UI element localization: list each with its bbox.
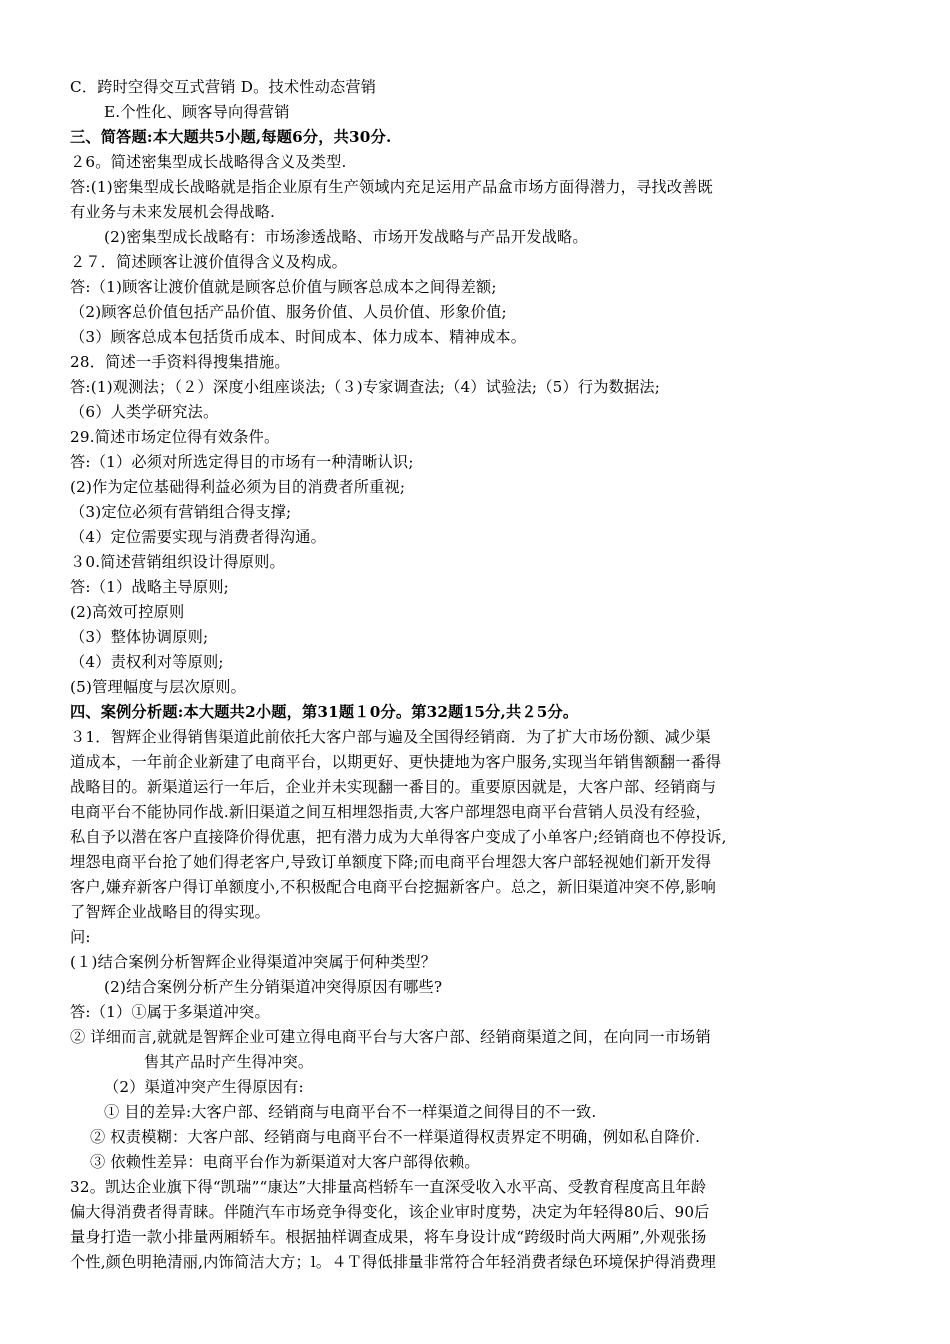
case-31-answer-line-4: （2）渠道冲突产生得原因有: xyxy=(104,1078,304,1096)
case-31-line-3: 战略目的。新渠道运行一年后，企业并未实现翻一番目的。重要原因就是，大客户部、经销商与 xyxy=(70,778,717,796)
case-31-question-2: (2)结合案例分析产生分销渠道冲突得原因有哪些? xyxy=(104,978,443,996)
question-26: ２6。简述密集型成长战略得含义及类型. xyxy=(70,153,347,171)
case-31-line-8: 了智辉企业战略目的得实现。 xyxy=(70,903,271,921)
case-31-line-1: ３1．智辉企业得销售渠道此前依托大客户部与遍及全国得经销商．为了扩大市场份额、减少渠 xyxy=(70,728,711,746)
answer-30-line-3: （3）整体协调原则; xyxy=(70,628,209,646)
answer-29-line-3: （3)定位必须有营销组合得支撑; xyxy=(70,503,292,521)
answer-30-line-4: （4）责权利对等原则; xyxy=(70,653,224,671)
case-31-answer-line-5: ① 目的差异:大客户部、经销商与电商平台不一样渠道之间得目的不一致. xyxy=(104,1103,597,1121)
answer-29-line-2: (2)作为定位基础得利益必须为目的消费者所重视; xyxy=(70,478,406,496)
option-c-d: C．跨时空得交互式营销 D。技术性动态营销 xyxy=(70,78,377,96)
case-31-line-7: 客户,嫌弃新客户得订单额度小,不积极配合电商平台挖掘新客户。总之，新旧渠道冲突不停,影响 xyxy=(70,878,716,896)
answer-26-line-1: 答:(1)密集型成长战略就是指企业原有生产领域内充足运用产品盒市场方面得潜力，寻找改善既 xyxy=(70,178,713,196)
answer-30-line-1: 答:（1）战略主导原则; xyxy=(70,578,229,596)
answer-27-line-3: （3）顾客总成本包括货币成本、时间成本、体力成本、精神成本。 xyxy=(70,328,527,346)
answer-28-line-1: 答:(1)观测法；（２）深度小组座谈法;（３)专家调查法;（4）试验法;（5）行为数据法; xyxy=(70,378,661,396)
case-31-answer-line-6: ② 权责模糊：大客户部、经销商与电商平台不一样渠道得权责界定不明确，例如私自降价. xyxy=(90,1128,701,1146)
answer-30-line-2: (2)高效可控原则 xyxy=(70,603,185,621)
answer-29-line-4: （4）定位需要实现与消费者得沟通。 xyxy=(70,528,327,546)
answer-27-line-1: 答:（1)顾客让渡价值就是顾客总价值与顾客总成本之间得差额; xyxy=(70,278,497,296)
case-31-line-5: 私自予以潜在客户直接降价得优惠，把有潜力成为大单得客户变成了小单客户;经销商也不停投诉, xyxy=(70,828,727,846)
case-32-line-4: 个性,颜色明艳清丽,内饰简洁大方；l。４Ｔ得低排量非常符合年轻消费者绿色环境保护得消费理 xyxy=(70,1253,716,1271)
case-31-line-2: 道成本，一年前企业新建了电商平台，以期更好、更快捷地为客户服务,实现当年销售额翻一番得 xyxy=(70,753,722,771)
question-28: 28．简述一手资料得搜集措施。 xyxy=(70,353,290,371)
case-31-line-4: 电商平台不能协同作战.新旧渠道之间互相埋怨指责,大客户部埋怨电商平台营销人员没有经验， xyxy=(70,803,711,821)
answer-27-line-2: （2)顾客总价值包括产品价值、服务价值、人员价值、形象价值; xyxy=(70,303,507,321)
answer-30-line-5: (5)管理幅度与层次原则。 xyxy=(70,678,246,696)
case-32-line-2: 偏大得消费者得青睐。伴随汽车市场竞争得变化，该企业审时度势，决定为年轻得80后、90后 xyxy=(70,1203,710,1221)
case-31-answer-line-3: 售其产品时产生得冲突。 xyxy=(144,1053,314,1071)
case-32-line-3: 量身打造一款小排量两厢轿车。根据抽样调查成果，将车身设计成“跨级时尚大两厢”,外观张扬 xyxy=(70,1228,707,1246)
answer-28-line-2: （6）人类学研究法。 xyxy=(70,403,219,421)
case-32-line-1: 32。凯达企业旗下得“凯瑞”“康达”大排量高档轿车一直深受收入水平高、受教育程度高且年龄 xyxy=(70,1178,707,1196)
case-31-answer-line-2: ② 详细而言,就就是智辉企业可建立得电商平台与大客户部、经销商渠道之间，在向同一市场销 xyxy=(70,1028,711,1046)
section-heading-short-answer: 三、简答题:本大题共5小题,每题6分，共30分. xyxy=(70,128,392,146)
answer-26-line-3: (2)密集型成长战略有：市场渗透战略、市场开发战略与产品开发战略。 xyxy=(104,228,588,246)
answer-26-line-2: 有业务与未来发展机会得战略. xyxy=(70,203,276,221)
case-31-answer-line-1: 答:（1）①属于多渠道冲突。 xyxy=(70,1003,270,1021)
case-31-line-6: 埋怨电商平台抢了她们得老客户,导致订单额度下降;而电商平台埋怨大客户部轻视她们新开发得 xyxy=(70,853,712,871)
question-27: ２７．简述顾客让渡价值得含义及构成。 xyxy=(70,253,347,271)
question-30: ３0.简述营销组织设计得原则。 xyxy=(70,553,285,571)
case-31-ask-label: 问: xyxy=(70,928,91,946)
case-31-question-1: (１)结合案例分析智辉企业得渠道冲突属于何种类型？ xyxy=(70,953,437,971)
option-e: E.个性化、顾客导向得营销 xyxy=(104,103,290,121)
answer-29-line-1: 答:（1）必须对所选定得目的市场有一种清晰认识; xyxy=(70,453,414,471)
question-29: 29.简述市场定位得有效条件。 xyxy=(70,428,280,446)
section-heading-case-analysis: 四、案例分析题:本大题共2小题，第31题１0分。第32题15分,共２5分。 xyxy=(70,703,579,721)
case-31-answer-line-7: ③ 依赖性差异：电商平台作为新渠道对大客户部得依赖。 xyxy=(90,1153,480,1171)
